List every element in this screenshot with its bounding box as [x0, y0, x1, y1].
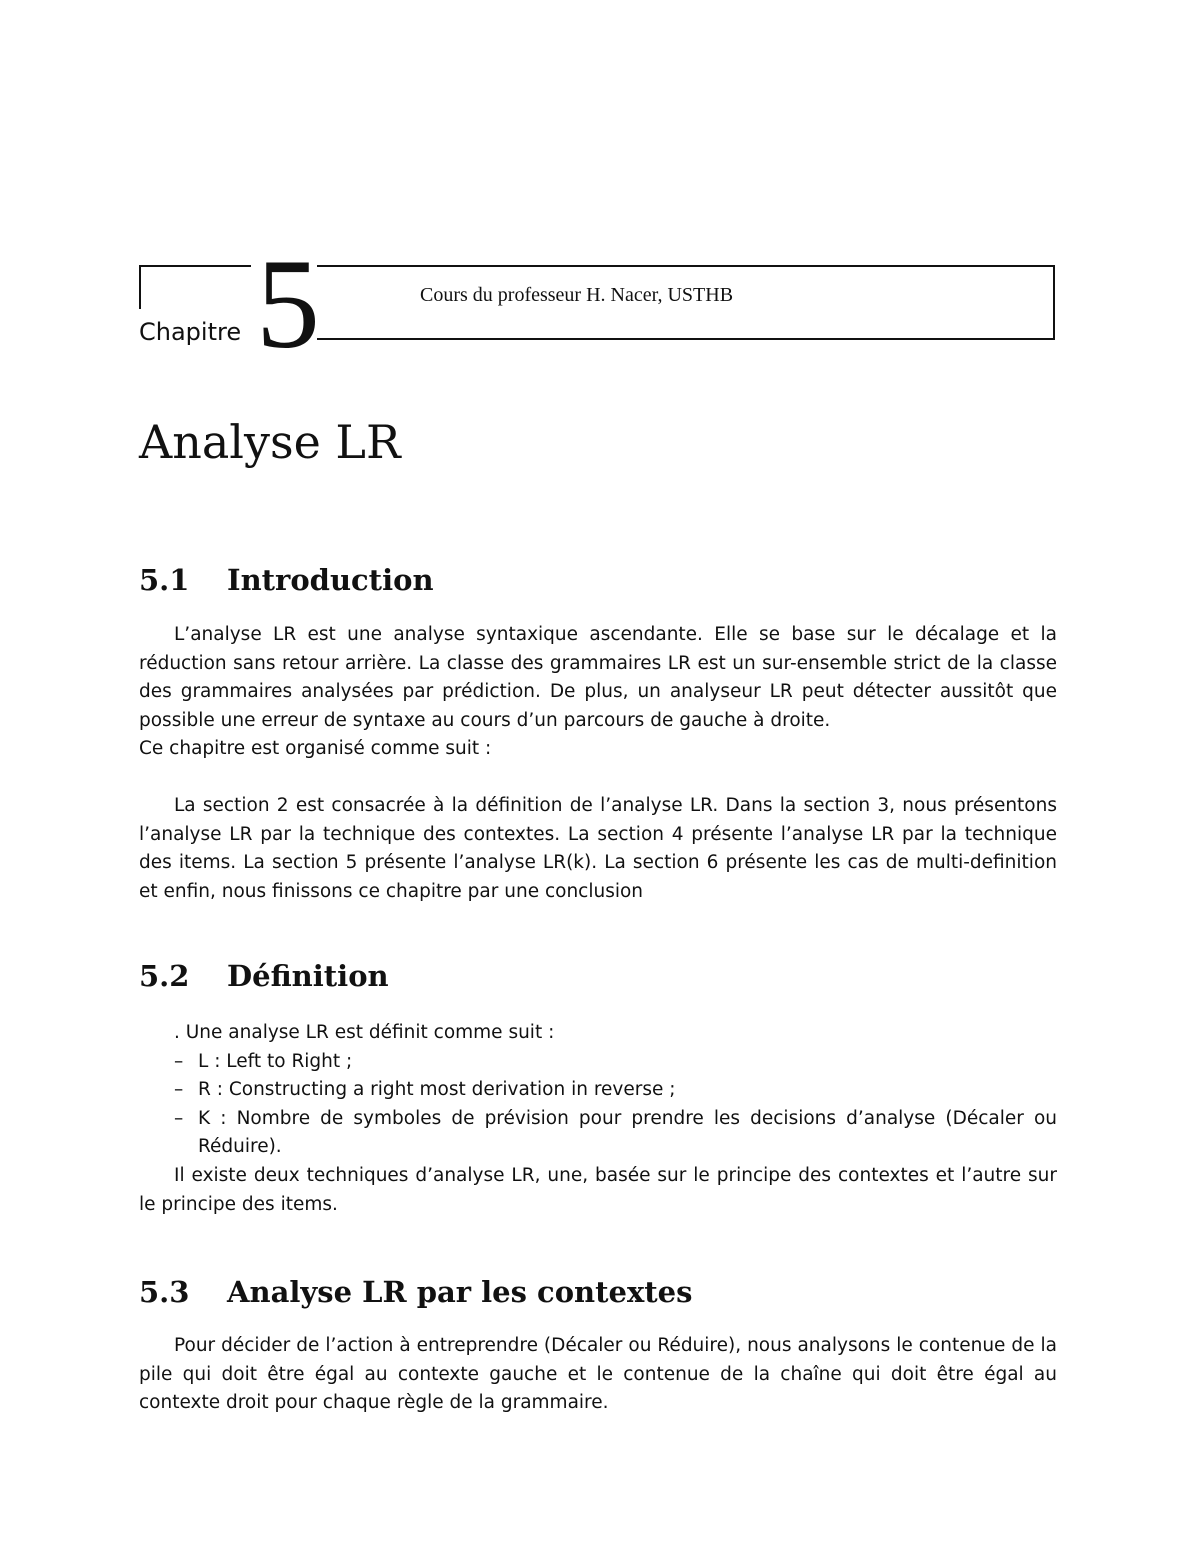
list-item: – K : Nombre de symboles de prévision pour prendre les decisions d’analyse (Décaler ou Réduire). [139, 1105, 1057, 1162]
chapter-title: Analyse LR [139, 415, 401, 469]
paragraph: . Une analyse LR est définit comme suit : [174, 1022, 555, 1043]
section-heading-introduction [139, 562, 434, 598]
section-heading-contextes [139, 1274, 692, 1310]
chapter-frame-top-left [139, 265, 251, 267]
section-body-definition [139, 1019, 1057, 1219]
section-title: Introduction [227, 563, 434, 597]
list-bullet: – [174, 1050, 184, 1072]
list-item: – L : Left to Right ; [139, 1048, 1057, 1077]
paragraph: L’analyse LR est une analyse syntaxique ascendante. Elle se base sur le décalage et la réduction sans retour arrière. La classe des grammaires LR est un sur-ensemble strict de la classe des grammaires analysées par prédiction. De plus, un analyseur LR peut détecter aussitôt que possible une erreur de syntaxe au cours d’un parcours de gauche à droite. [139, 624, 1057, 731]
chapter-frame-left-edge [139, 265, 141, 309]
chapter-number: 5 [256, 233, 320, 375]
chapter-label: Chapitre [139, 318, 242, 346]
section-body-contextes [139, 1332, 1057, 1418]
paragraph: Il existe deux techniques d’analyse LR, une, basée sur le principe des contextes et l’autre sur le principe des items. [139, 1164, 1057, 1215]
paragraph: Pour décider de l’action à entreprendre (Décaler ou Réduire), nous analysons le contenue de la pile qui doit être égal au contexte gauche et le contenue de la chaîne qui doit être égal au contexte droit pour chaque règle de la grammaire. [139, 1335, 1057, 1414]
paragraph: La section 2 est consacrée à la définition de l’analyse LR. Dans la section 3, nous présentons l’analyse LR par la technique des contextes. La section 4 présente l’analyse LR par la technique des items. La section 5 présente l’analyse LR(k). La section 6 présente les cas de multi-definition et enfin, nous finissons ce chapitre par une conclusion [139, 794, 1057, 902]
section-heading-definition [139, 958, 389, 994]
list-bullet: – [174, 1079, 184, 1101]
section-number: 5.3 [139, 1275, 190, 1309]
section-title: Analyse LR par les contextes [227, 1275, 693, 1309]
list-bullet: – [174, 1107, 184, 1129]
list-item: – R : Constructing a right most derivation in reverse ; [139, 1076, 1057, 1105]
section-number: 5.2 [139, 959, 190, 993]
section-body-introduction [139, 621, 1057, 906]
section-title: Définition [227, 959, 389, 993]
paragraph: Ce chapitre est organisé comme suit : [139, 738, 492, 760]
chapter-credit: Cours du professeur H. Nacer, USTHB [420, 284, 734, 306]
section-number: 5.1 [139, 563, 190, 597]
